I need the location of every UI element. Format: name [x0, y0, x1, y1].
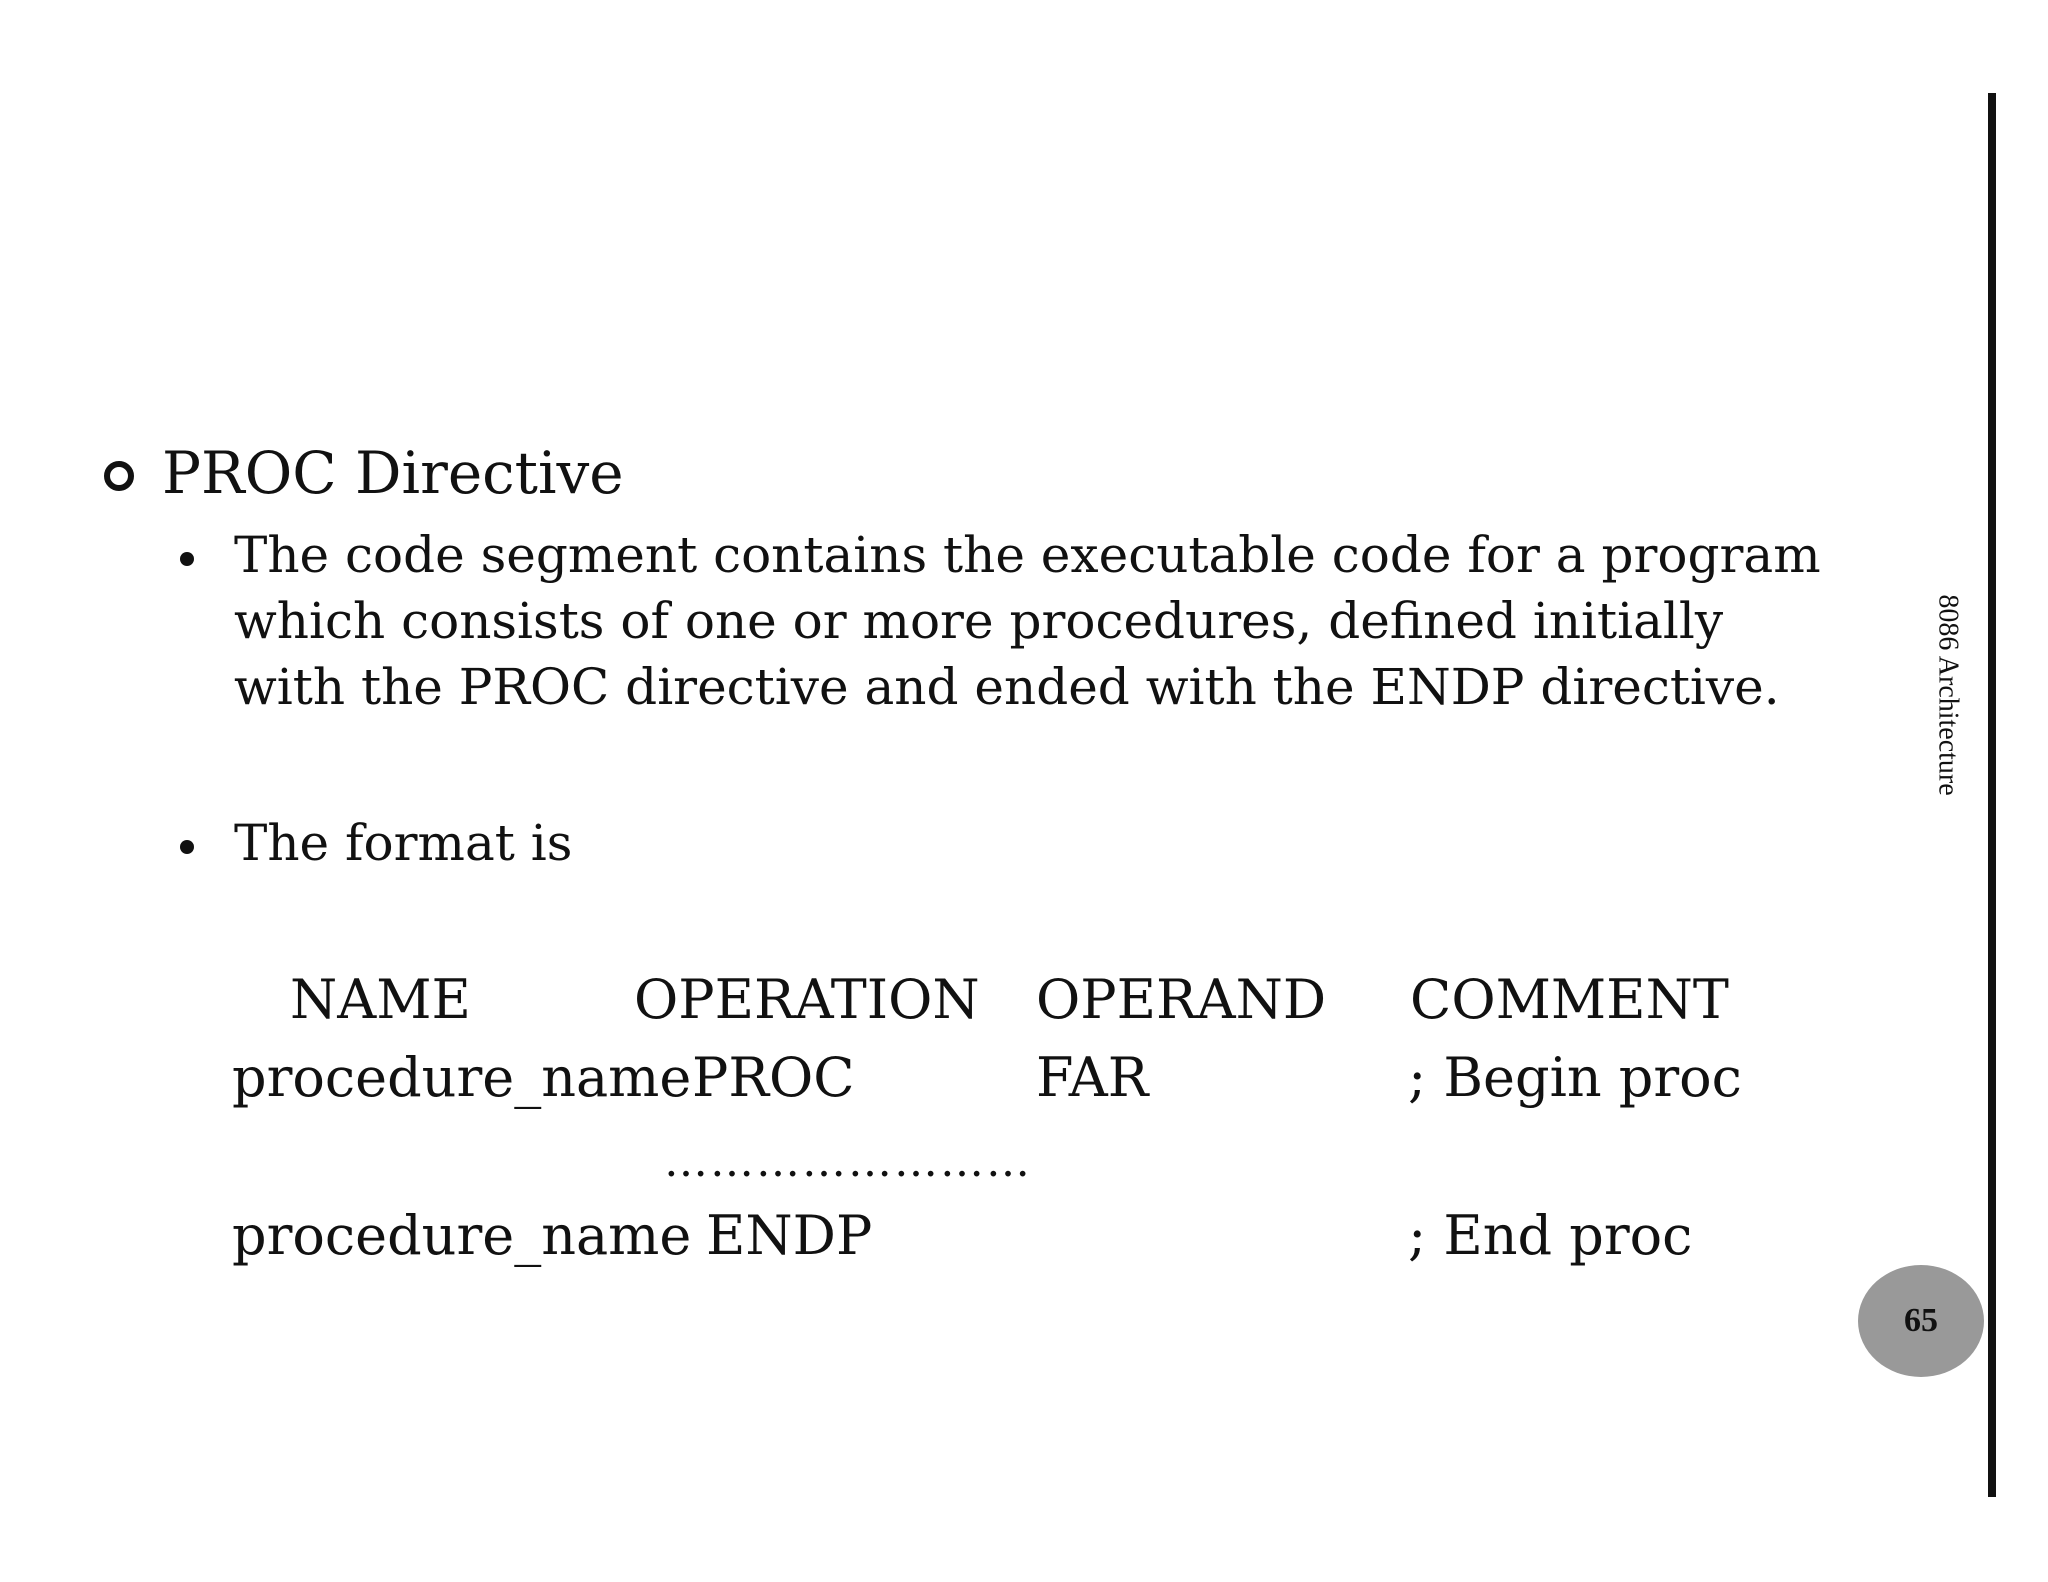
page-number: 65 [1904, 1302, 1938, 1339]
begin-row-name: procedure_name [232, 1046, 692, 1109]
end-row-operation: ENDP [706, 1204, 873, 1267]
bullet-text [234, 810, 572, 876]
bullet-line: The code segment contains the executable code for a program [234, 526, 1821, 584]
dot-bullet-icon [180, 552, 194, 566]
header-comment: COMMENT [1410, 968, 1729, 1031]
header-name: NAME [290, 968, 471, 1031]
ring-bullet-icon [104, 461, 134, 491]
dot-bullet-icon [180, 840, 194, 854]
begin-row-comment: ; Begin proc [1408, 1046, 1742, 1109]
end-row-name: procedure_name [232, 1204, 692, 1267]
end-row-comment: ; End proc [1408, 1204, 1693, 1267]
bullet-item-format [180, 810, 572, 876]
side-label-text: 8086 Architecture [1933, 594, 1964, 796]
side-label [1918, 590, 1978, 800]
begin-row-operation: PROC [692, 1046, 855, 1109]
bullet-line: which consists of one or more procedures, defined initially [234, 592, 1724, 650]
bullet-line: with the PROC directive and ended with the ENDP directive. [234, 658, 1780, 716]
bullet-text [234, 522, 1821, 720]
header-operation: OPERATION [634, 968, 980, 1031]
heading-row [104, 436, 624, 510]
begin-row-operand: FAR [1036, 1046, 1149, 1109]
page-number-badge [1858, 1265, 1984, 1377]
ellipsis-line: …………………… [664, 1136, 1032, 1187]
right-divider [1988, 93, 1996, 1497]
header-operand: OPERAND [1036, 968, 1327, 1031]
slide-heading: PROC Directive [162, 439, 624, 507]
bullet-item-code-segment [180, 522, 1821, 720]
bullet-line: The format is [234, 814, 573, 872]
